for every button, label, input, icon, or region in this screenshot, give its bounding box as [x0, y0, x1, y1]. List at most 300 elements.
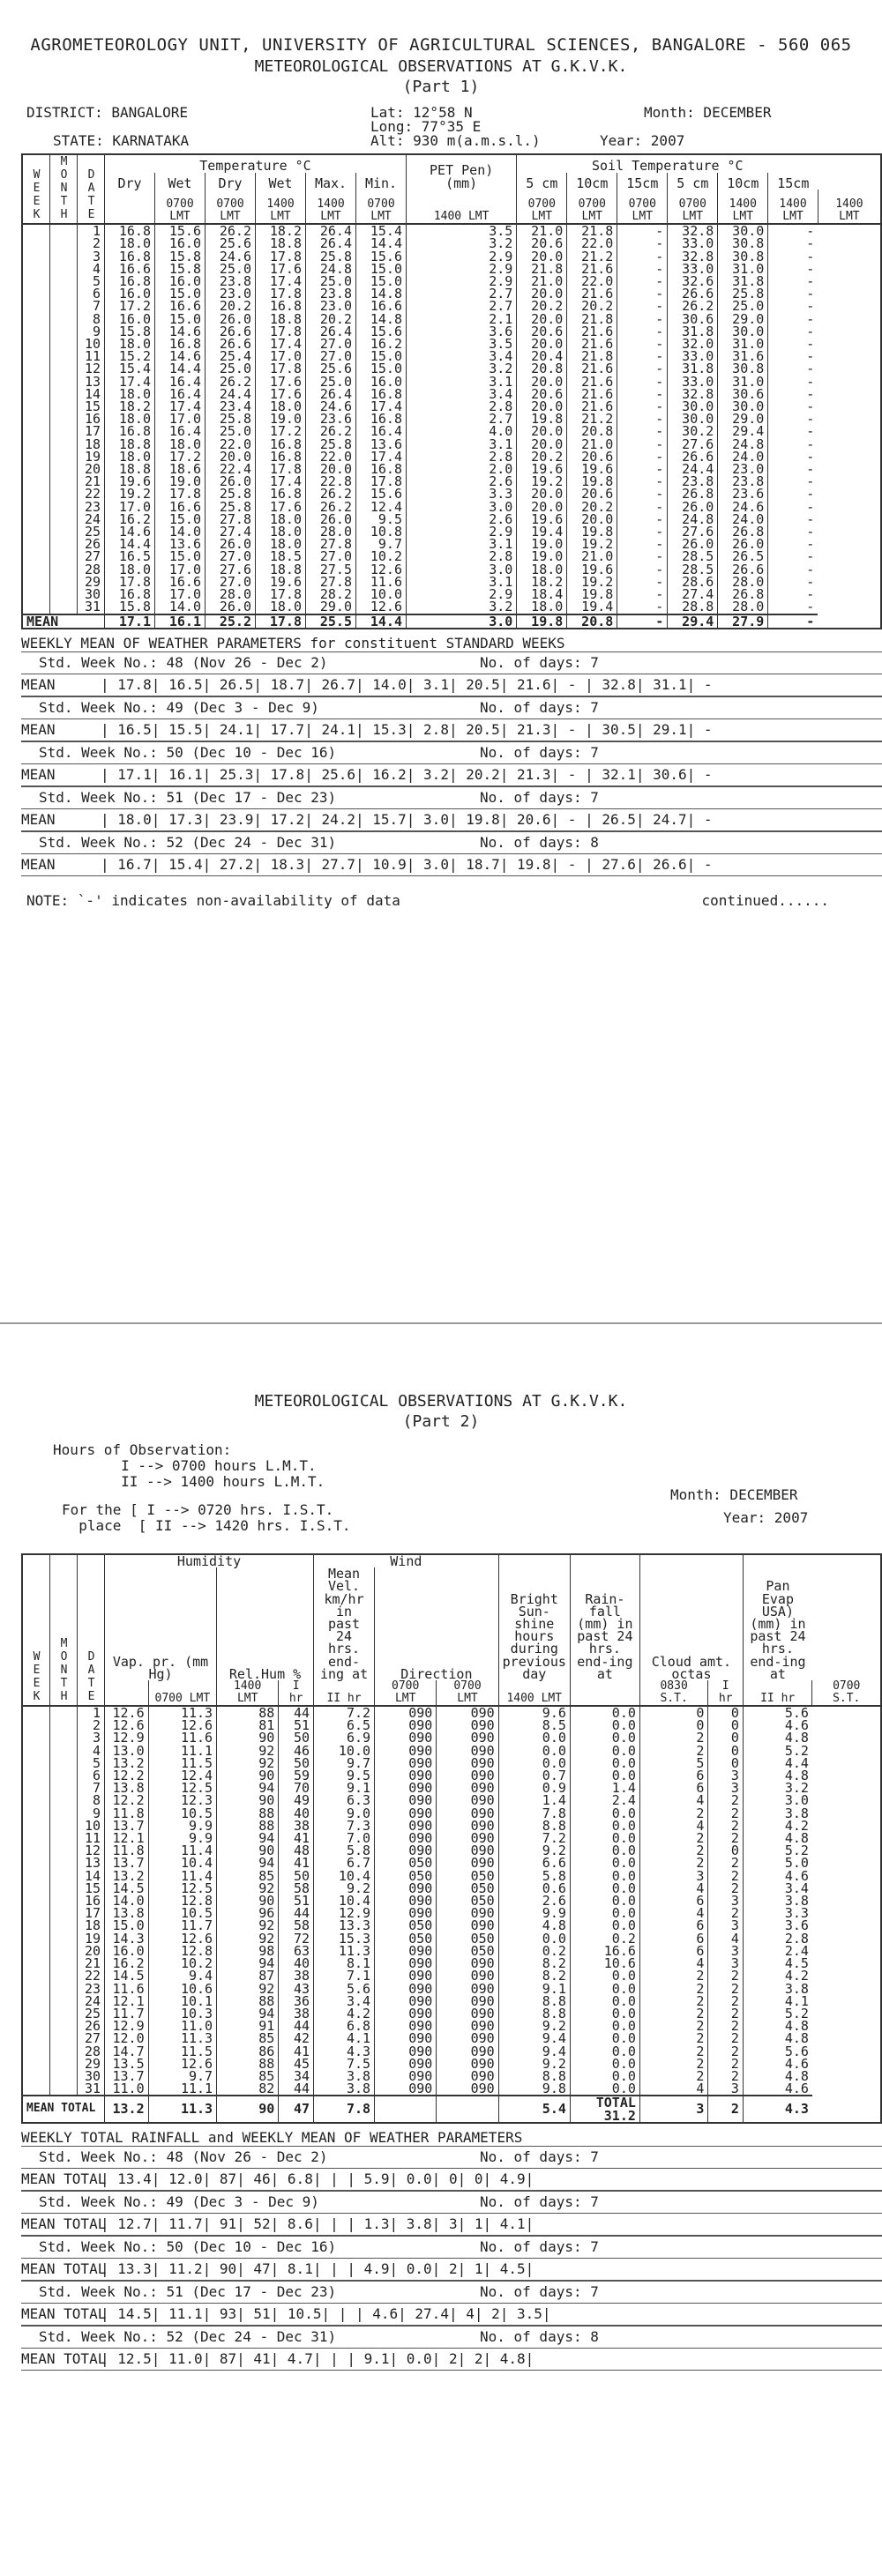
data-cell: 090 [437, 1844, 498, 1857]
data-cell: - [617, 224, 668, 237]
data-cell: - [617, 275, 668, 287]
data-cell: 88 [217, 1807, 279, 1820]
data-cell: 050 [437, 1932, 498, 1945]
data-cell: 11.3 [314, 1945, 375, 1957]
week-cell [22, 501, 50, 513]
data-cell: 4.6 [743, 1870, 812, 1882]
data-cell: 2 [639, 1832, 708, 1844]
data-cell: 27.6 [668, 525, 718, 538]
data-cell: 26.0 [306, 513, 356, 525]
data-cell: 29.0 [306, 600, 356, 614]
week-cell [22, 275, 50, 287]
data-cell: 25.6 [206, 237, 256, 249]
data-cell: 25.8 [206, 413, 256, 425]
data-cell: 2.8 [407, 400, 517, 413]
time-header [570, 1680, 639, 1706]
week-cell [22, 488, 50, 500]
data-cell: 27 [78, 2032, 105, 2044]
data-cell: 20 [78, 1945, 105, 1957]
data-cell: 16.4 [155, 376, 206, 388]
data-cell: 8.8 [498, 1820, 570, 1832]
month-cell [50, 413, 78, 425]
data-cell: 16.0 [105, 313, 155, 325]
data-cell: 82 [217, 2082, 279, 2096]
data-cell: 18.0 [105, 388, 155, 400]
data-cell: 16.0 [105, 1945, 149, 1957]
week-cell [22, 1745, 50, 1757]
data-cell: 29 [78, 2058, 105, 2070]
data-cell: 12.8 [148, 1895, 216, 1907]
month-cell [50, 224, 78, 237]
data-cell: 23.0 [206, 287, 256, 300]
data-cell: 12.2 [105, 1769, 149, 1782]
data-cell: 3.0 [407, 563, 517, 576]
data-cell: 31.0 [718, 263, 768, 275]
data-cell: 17.0 [155, 563, 206, 576]
data-cell: 26.4 [306, 224, 356, 237]
data-cell: - [617, 413, 668, 425]
data-cell: 7 [78, 1782, 105, 1794]
week-label: Std. Week No.: 49 (Dec 3 - Dec 9) [39, 698, 319, 716]
data-cell: 85 [217, 1870, 279, 1882]
data-cell: 23.8 [718, 475, 768, 488]
data-cell: 38 [279, 1820, 314, 1832]
month-cell [50, 1844, 78, 1857]
data-cell: - [617, 313, 668, 325]
data-cell: 3 [708, 2082, 744, 2096]
data-cell: 17.0 [256, 350, 306, 362]
data-cell: 92 [217, 1983, 279, 1995]
data-cell: 20.0 [517, 488, 567, 500]
time-header: 0700 LMT [567, 190, 617, 224]
data-cell: 19.6 [567, 463, 617, 475]
week-block [21, 651, 882, 696]
data-cell: 2.1 [407, 313, 517, 325]
data-cell: 5.6 [314, 1983, 375, 1995]
data-cell: 090 [375, 2007, 437, 2020]
data-cell: 0 [708, 1745, 744, 1757]
data-cell: 11.7 [105, 2007, 149, 2020]
data-cell: - [617, 600, 668, 614]
month-cell [50, 1820, 78, 1832]
week-days: No. of days: 7 [480, 743, 599, 761]
data-cell: - [617, 400, 668, 413]
data-cell: 6 [78, 287, 105, 300]
part2-table [21, 1553, 882, 2124]
data-cell: 24 [78, 1995, 105, 2007]
data-cell: 19.2 [105, 488, 155, 500]
data-cell: 31.8 [718, 275, 768, 287]
data-cell: - [768, 300, 818, 312]
data-cell: 15.4 [356, 224, 407, 237]
mean-cell: 5.4 [498, 2096, 570, 2122]
data-cell: 17.4 [356, 400, 407, 413]
data-cell: 16.6 [155, 300, 206, 312]
data-cell: 13.3 [314, 1919, 375, 1932]
data-cell: 090 [437, 1794, 498, 1806]
data-cell: 16.2 [356, 338, 407, 350]
data-cell: 26.0 [206, 538, 256, 550]
data-cell: 0 [708, 1706, 744, 1719]
week-cell [22, 475, 50, 488]
month-cell [50, 550, 78, 562]
data-cell: 32.8 [668, 388, 718, 400]
data-cell: 16.8 [105, 224, 155, 237]
data-cell: 24.6 [206, 250, 256, 263]
data-cell: 4.8 [498, 1919, 570, 1932]
data-cell: 9.7 [356, 538, 407, 550]
data-cell: 20.0 [206, 450, 256, 463]
data-cell: 13.7 [105, 2070, 149, 2082]
data-cell: 4.1 [743, 1995, 812, 2007]
data-cell: 12.0 [105, 2032, 149, 2044]
week-cell [22, 1957, 50, 1969]
data-cell: 2 [708, 1882, 744, 1895]
data-cell: 0.0 [570, 2007, 639, 2020]
mean-cell: 11.3 [148, 2096, 216, 2122]
data-cell: 2.6 [498, 1895, 570, 1907]
data-cell: 3.5 [407, 224, 517, 237]
mean-cell: 47 [279, 2096, 314, 2122]
data-cell: 0.0 [570, 1844, 639, 1857]
data-cell: 21.8 [517, 263, 567, 275]
time-header: 0700 LMT [148, 1680, 216, 1706]
data-cell: 30 [78, 588, 105, 600]
month-cell [50, 388, 78, 400]
week-cell [22, 550, 50, 562]
data-cell: 9.8 [498, 2082, 570, 2096]
data-cell: 21 [78, 1957, 105, 1969]
data-cell: 090 [375, 1945, 437, 1957]
week-days: No. of days: 8 [480, 2327, 599, 2345]
data-cell: 25.0 [206, 263, 256, 275]
data-cell: 090 [375, 1895, 437, 1907]
data-cell: 20.0 [517, 400, 567, 413]
data-cell: 13.7 [105, 1820, 149, 1832]
time-header: 0700 LMT [517, 190, 567, 224]
data-cell: 0.0 [570, 2082, 639, 2096]
week-header [21, 2146, 882, 2169]
data-cell: 10.3 [148, 2007, 216, 2020]
data-cell: 19.8 [517, 413, 567, 425]
month-cell [50, 488, 78, 500]
week-cell [22, 600, 50, 614]
time-header: 0700 LMT [668, 190, 718, 224]
data-cell: 20.0 [517, 287, 567, 300]
data-cell: 11.0 [148, 2020, 216, 2032]
month-cell [50, 2020, 78, 2032]
table-row [22, 1882, 881, 1895]
week-mean-label: MEAN [21, 855, 56, 873]
part1-table [21, 153, 882, 629]
data-cell: 18.0 [256, 525, 306, 538]
week-cell [22, 1919, 50, 1932]
mean-cell: 4.3 [743, 2096, 812, 2122]
data-cell: 12.1 [105, 1832, 149, 1844]
data-cell: 6 [639, 1919, 708, 1932]
data-cell: 14.5 [105, 1969, 149, 1982]
week-label: Std. Week No.: 52 (Dec 24 - Dec 31) [39, 2327, 337, 2345]
data-cell: 25.0 [306, 275, 356, 287]
data-cell: 0.0 [570, 1995, 639, 2007]
data-cell: 5 [78, 1757, 105, 1769]
data-cell: 2 [708, 1983, 744, 1995]
data-cell: 92 [217, 1745, 279, 1757]
time-header: 1400 LMT [718, 190, 768, 224]
data-cell: 26.5 [718, 550, 768, 562]
data-cell: 20.0 [517, 438, 567, 450]
mean-cell: 19.8 [517, 614, 567, 629]
data-cell: 12 [78, 1844, 105, 1857]
data-cell: 16.2 [105, 1957, 149, 1969]
data-cell: 0 [708, 1844, 744, 1857]
data-cell: 18.6 [155, 463, 206, 475]
data-cell: 13.7 [105, 1857, 149, 1869]
data-cell: 15.2 [105, 350, 155, 362]
data-cell: 27.0 [306, 350, 356, 362]
data-cell: 090 [437, 1857, 498, 1869]
data-cell: 20.0 [517, 425, 567, 437]
data-cell: 4 [78, 1745, 105, 1757]
data-cell: 26.8 [668, 488, 718, 500]
data-cell: - [768, 488, 818, 500]
data-cell: 2 [708, 1807, 744, 1820]
data-cell: 4.2 [314, 2007, 375, 2020]
data-cell: 4 [639, 1794, 708, 1806]
data-cell: 27.8 [306, 576, 356, 588]
data-cell: 17.8 [155, 488, 206, 500]
data-cell: 21.0 [517, 224, 567, 237]
data-cell: 85 [217, 2070, 279, 2082]
data-cell: 19.4 [567, 600, 617, 614]
week-cell [22, 425, 50, 437]
data-cell: - [768, 563, 818, 576]
data-cell: 19.6 [517, 513, 567, 525]
data-cell: 20.0 [517, 250, 567, 263]
month-cell [50, 1932, 78, 1945]
data-cell: 27.8 [206, 513, 256, 525]
data-cell: 20.8 [517, 362, 567, 375]
data-cell: 20.4 [517, 350, 567, 362]
week-mean-label: MEAN TOTAL [21, 2304, 107, 2322]
data-cell: 20.0 [567, 513, 617, 525]
data-cell: 6.8 [314, 2020, 375, 2032]
week-mean [21, 2259, 882, 2280]
data-cell: 29.0 [718, 313, 768, 325]
data-cell: 2 [639, 1731, 708, 1744]
data-cell: 20.2 [306, 313, 356, 325]
data-cell: 11.3 [148, 2032, 216, 2044]
data-cell: 72 [279, 1932, 314, 1945]
data-cell: 43 [279, 1983, 314, 1995]
month-cell [50, 425, 78, 437]
week-days: No. of days: 7 [480, 2237, 599, 2255]
week-block [21, 2281, 882, 2326]
data-cell: 2 [708, 2007, 744, 2020]
data-cell: 2.9 [407, 263, 517, 275]
week-label: Std. Week No.: 50 (Dec 10 - Dec 16) [39, 2237, 337, 2255]
data-cell: 12.6 [356, 563, 407, 576]
weekly-means-part2 [0, 2146, 882, 2371]
data-cell: 18.2 [517, 576, 567, 588]
data-cell: 2 [639, 2070, 708, 2082]
data-cell: 090 [375, 1719, 437, 1731]
data-cell: 27 [78, 550, 105, 562]
data-cell: 090 [375, 1769, 437, 1782]
data-cell: 4.8 [743, 1731, 812, 1744]
data-cell: 21 [78, 475, 105, 488]
data-cell: 2.7 [407, 413, 517, 425]
data-cell: 090 [375, 2032, 437, 2044]
data-cell: - [768, 525, 818, 538]
data-cell: 19 [78, 1932, 105, 1945]
data-cell: 33.0 [668, 237, 718, 249]
data-cell: 32.0 [668, 338, 718, 350]
place-times: For the [ I --> 0720 hrs. I.S.T. place [ II --> 1420 hrs. I.S.T. [62, 1501, 351, 1534]
data-cell: 18.0 [517, 600, 567, 614]
data-cell: 92 [217, 1882, 279, 1895]
week-days: No. of days: 7 [480, 2148, 599, 2165]
data-cell: 28 [78, 563, 105, 576]
data-cell: 11.5 [148, 1757, 216, 1769]
col-header: Wet [155, 173, 206, 190]
data-cell: 2.8 [407, 450, 517, 463]
data-cell: 94 [217, 2007, 279, 2020]
data-cell: - [617, 463, 668, 475]
data-cell: 15.0 [356, 350, 407, 362]
data-cell: 9.9 [148, 1832, 216, 1844]
data-cell: 090 [437, 1820, 498, 1832]
data-cell: 17.4 [256, 338, 306, 350]
table-row [22, 1757, 881, 1769]
data-cell: 24.6 [306, 400, 356, 413]
table-row [22, 1932, 881, 1945]
data-cell: 14.6 [105, 525, 155, 538]
data-cell: 2 [639, 1969, 708, 1982]
data-cell: 17.8 [256, 325, 306, 338]
data-cell: 18.5 [256, 550, 306, 562]
data-cell: 17.8 [256, 287, 306, 300]
col-header: Dry [206, 173, 256, 190]
data-cell: 15 [78, 400, 105, 413]
weekly-title-2: WEEKLY TOTAL RAINFALL and WEEKLY MEAN OF WEATHER PARAMETERS [21, 2128, 523, 2146]
data-cell: 6 [78, 1769, 105, 1782]
data-cell: 5.8 [498, 1870, 570, 1882]
week-cell [22, 400, 50, 413]
data-cell: 2.9 [407, 525, 517, 538]
data-cell: 13.6 [356, 438, 407, 450]
data-cell: 21.0 [567, 438, 617, 450]
data-cell: 090 [375, 1757, 437, 1769]
table-row [22, 1794, 881, 1806]
week-mean-values: | 13.4| 12.0| 87| 46| 6.8| | | 5.9| 0.0| 0| 0| 4.9| [101, 2170, 534, 2187]
data-cell: - [617, 501, 668, 513]
data-cell: 18.8 [256, 563, 306, 576]
data-cell: 13.5 [105, 2058, 149, 2070]
data-cell: 2.6 [407, 475, 517, 488]
week-cell [22, 513, 50, 525]
data-cell: 090 [437, 2032, 498, 2044]
data-cell: 16.8 [105, 250, 155, 263]
data-cell: 30.6 [718, 388, 768, 400]
data-cell: 19.8 [567, 475, 617, 488]
data-cell: 090 [437, 2082, 498, 2096]
data-cell: 15.0 [155, 313, 206, 325]
data-cell: 7.2 [498, 1832, 570, 1844]
data-cell: 0.0 [498, 1731, 570, 1744]
week-days: No. of days: 8 [480, 833, 599, 851]
data-cell: 9.2 [498, 2020, 570, 2032]
data-cell: 18.8 [256, 313, 306, 325]
data-cell: 090 [375, 1907, 437, 1919]
data-cell: 17.4 [356, 450, 407, 463]
data-cell: 19.2 [567, 538, 617, 550]
col-date: DATE [85, 168, 99, 221]
data-cell: 3.8 [743, 1807, 812, 1820]
month-cell [50, 362, 78, 375]
week-cell [22, 1794, 50, 1806]
data-cell: 17.8 [256, 362, 306, 375]
data-cell: 2.8 [743, 1932, 812, 1945]
data-cell: 11.1 [148, 2082, 216, 2096]
data-cell: 26.6 [206, 338, 256, 350]
month-cell [50, 2058, 78, 2070]
data-cell: 3.2 [407, 600, 517, 614]
col-relhum: Rel.Hum % [217, 1567, 314, 1680]
data-cell: 20.6 [517, 325, 567, 338]
data-cell: - [617, 538, 668, 550]
data-cell: 090 [437, 1969, 498, 1982]
data-cell: 25 [78, 2007, 105, 2020]
data-cell: 090 [375, 1782, 437, 1794]
week-header [21, 2191, 882, 2214]
data-cell: 18.0 [256, 600, 306, 614]
data-cell: 25.0 [718, 300, 768, 312]
data-cell: 4.8 [743, 2032, 812, 2044]
data-cell: 21.8 [567, 313, 617, 325]
data-cell: 0.0 [498, 1757, 570, 1769]
data-cell: 4.6 [743, 2082, 812, 2096]
data-cell: 2 [708, 1820, 744, 1832]
data-cell: 27.8 [306, 538, 356, 550]
week-block [21, 786, 882, 831]
month-cell [50, 1745, 78, 1757]
data-cell: 0.0 [570, 2070, 639, 2082]
table-row [22, 2070, 881, 2082]
data-cell: 18.0 [105, 563, 155, 576]
data-cell: 14.6 [155, 325, 206, 338]
data-cell: 090 [375, 1706, 437, 1719]
data-cell: 18.0 [256, 513, 306, 525]
data-cell: 11.1 [148, 1745, 216, 1757]
data-cell: 3.4 [407, 388, 517, 400]
data-cell: 2 [708, 2032, 744, 2044]
data-cell: 2 [639, 2032, 708, 2044]
week-header [21, 2281, 882, 2304]
data-cell: - [768, 362, 818, 375]
data-cell: 16.6 [155, 576, 206, 588]
part2-title: METEOROLOGICAL OBSERVATIONS AT G.K.V.K. [254, 1392, 628, 1411]
data-cell: 11.8 [105, 1807, 149, 1820]
data-cell: 90 [217, 1794, 279, 1806]
mean-total-row [22, 2096, 881, 2122]
data-cell: - [617, 300, 668, 312]
data-cell: 0 [639, 1706, 708, 1719]
data-cell: 0.0 [570, 2045, 639, 2058]
data-cell: 5.6 [743, 2045, 812, 2058]
data-cell: 3.3 [407, 488, 517, 500]
month-cell [50, 1995, 78, 2007]
